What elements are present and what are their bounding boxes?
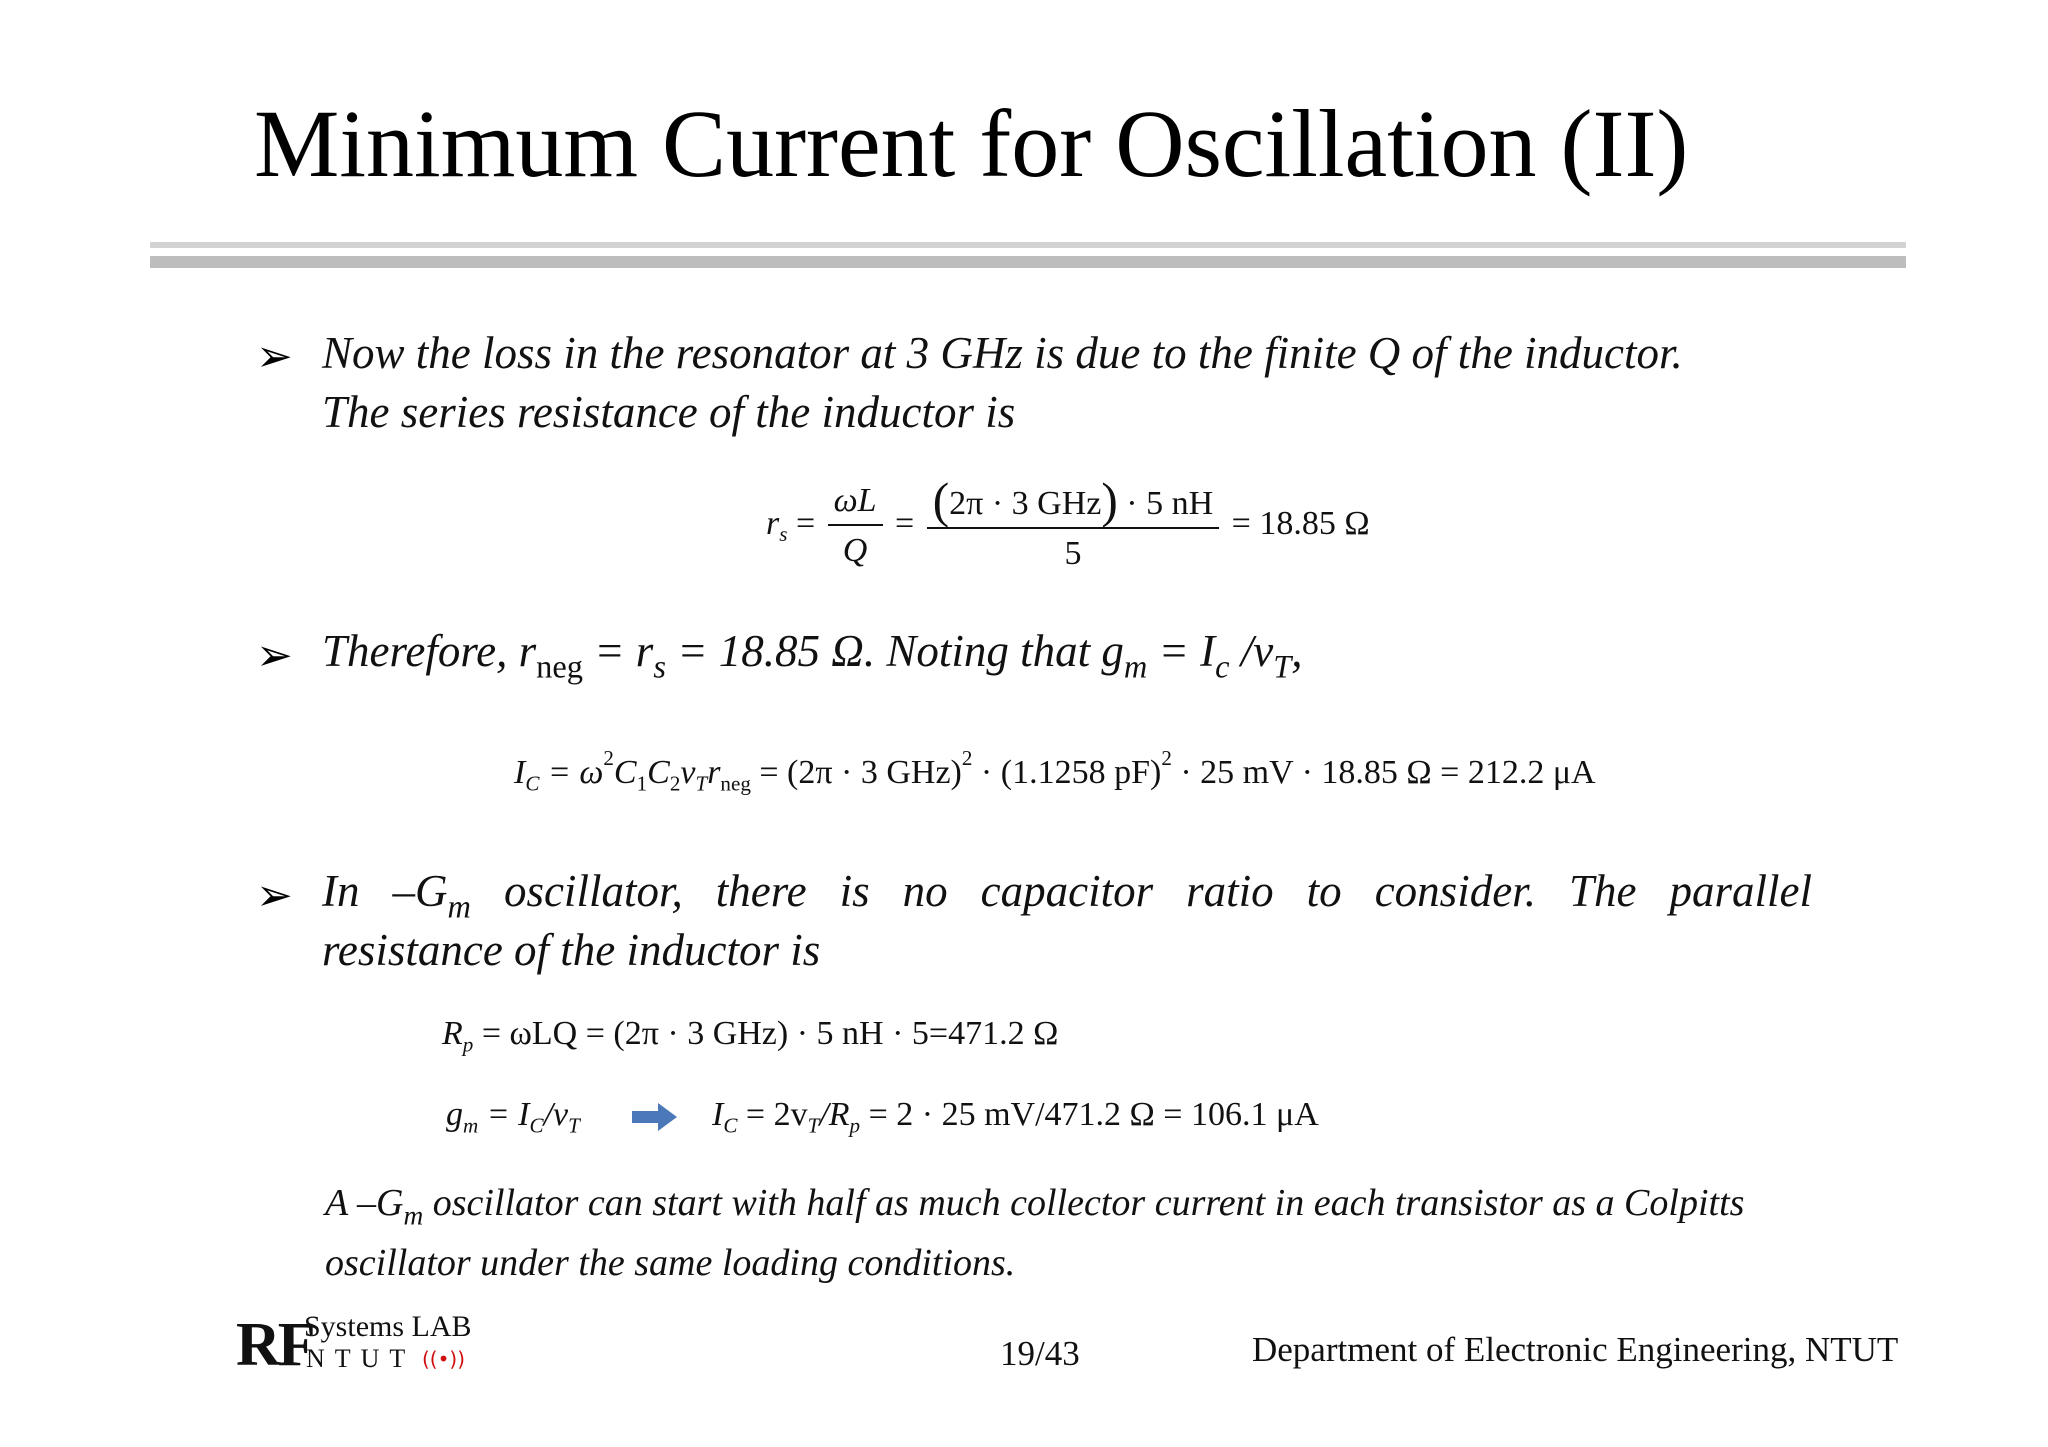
eq2-omega: = ω [547, 753, 604, 791]
eq1-frac2-den: 5 [1064, 535, 1082, 573]
bullet-3-part-1: In –G [322, 866, 448, 916]
page-number: 19/43 [1000, 1334, 1080, 1373]
eq4-2vt: = 2v [745, 1096, 808, 1133]
eq1-paren-close: ) [1101, 473, 1118, 528]
eq4-2vt-sub: T [807, 1113, 820, 1138]
note-part-1: A –G [325, 1182, 404, 1224]
eq2-term-2-sup: 2 [1161, 746, 1172, 770]
eq2-c2: C [647, 753, 670, 791]
eq4-gm-sub: m [463, 1113, 479, 1138]
eq2-term-2: · (1.1258 pF) [980, 753, 1162, 791]
bullet-arrow-2: ➢ [256, 630, 293, 681]
eq1-frac2-num-core: 2π · 3 GHz [949, 485, 1102, 523]
bullet-1-line-1: Now the loss in the resonator at 3 GHz is due to the finite Q of the inductor. [322, 328, 1683, 378]
bullet-3-sub: m [447, 889, 471, 926]
logo-rf: RF [236, 1311, 313, 1379]
eq2-c1-sub: 1 [636, 771, 648, 796]
bullet-2-sub-1: neg [536, 649, 583, 686]
bullet-3-line-2: resistance of the inductor is [322, 925, 821, 975]
title-divider-thin [150, 242, 1906, 248]
eq4-ic-sub: C [529, 1113, 544, 1138]
eq1-lhs: r [766, 504, 780, 542]
conclusion-note [325, 1180, 1810, 1287]
eq3-lhs: R [442, 1015, 463, 1052]
logo-systems-lab: Systems LAB [304, 1310, 472, 1343]
eq2-vt: v [680, 753, 696, 791]
eq2-lhs: I [514, 753, 526, 791]
eq2-r-sub: neg [720, 771, 751, 796]
eq4-rp-sub: p [849, 1113, 861, 1138]
eq2-r: r [707, 753, 721, 791]
bullet-2-sub-2: s [653, 649, 666, 686]
eq1-fraction-2 [927, 473, 1219, 573]
eq1-frac1-num: ωL [828, 484, 883, 526]
eq1-lhs-sub: s [779, 522, 788, 547]
signal-wave-icon: ((•)) [422, 1347, 466, 1371]
eq4-vt-sub: T [568, 1113, 580, 1138]
eq1-frac2-num [927, 473, 1219, 529]
implies-arrow-icon [632, 1102, 678, 1132]
eq4-ic2-sub: C [723, 1113, 738, 1138]
bullet-2-sub-5: T [1273, 649, 1292, 686]
eq1-frac2-num-tail: · 5 nH [1126, 485, 1214, 523]
bullet-1-line-2: The series resistance of the inductor is [322, 387, 1016, 437]
eq4-ic-eq: = I [486, 1096, 530, 1133]
bullet-arrow-1: ➢ [256, 331, 293, 382]
bullet-2-sub-3: m [1123, 649, 1148, 686]
note-part-2: oscillator can start with half as much collector current in each transistor as a Colpitts oscillator under the same loading conditions. [325, 1182, 1745, 1284]
eq2-lhs-sub: C [525, 771, 540, 796]
eq2-vt-sub: T [695, 771, 708, 796]
eq4-result: = 2 · 25 mV/471.2 Ω = 106.1 μA [868, 1096, 1319, 1133]
logo-ntut: NTUT [306, 1344, 416, 1373]
eq2-omega-sup: 2 [603, 746, 614, 770]
eq2-term-1-sup: 2 [961, 746, 973, 770]
eq3-rest: = ωLQ = (2π · 3 GHz) · 5 nH · 5=471.2 Ω [481, 1015, 1059, 1052]
eq2-term-1: = (2π · 3 GHz) [759, 753, 962, 791]
bullet-2-part-5: /v [1229, 626, 1274, 676]
eq3-lhs-sub: p [462, 1032, 474, 1057]
eq4-rp: /R [819, 1096, 850, 1133]
equation-collector-current [514, 748, 1596, 794]
equation-gm [446, 1098, 580, 1136]
note-sub: m [403, 1200, 424, 1231]
eq1-frac1-den: Q [842, 532, 868, 570]
eq1-result: = 18.85 Ω [1231, 504, 1370, 542]
bullet-arrow-3: ➢ [256, 870, 293, 921]
eq4-gm: g [446, 1096, 463, 1133]
bullet-2-part-4: = I [1147, 626, 1216, 676]
bullet-2-part-2: = r [582, 626, 654, 676]
eq1-paren-open: ( [932, 473, 950, 528]
eq4-ic2: I [712, 1096, 724, 1133]
eq2-rest: · 25 mV · 18.85 Ω = 212.2 μA [1180, 753, 1596, 791]
title-divider-thick [150, 256, 1906, 268]
slide-title: Minimum Current for Oscillation (II) [254, 90, 1689, 197]
bullet-2-line-1 [322, 622, 1303, 697]
bullet-2-part-1: Therefore, r [322, 626, 537, 676]
bullet-2-sub-4: c [1215, 649, 1230, 686]
eq1-fraction-1 [828, 484, 883, 568]
bullet-2-part-6: , [1291, 626, 1303, 676]
equation-series-resistance: $r_s$ = $\frac{\omega L}{Q}$ = $\frac{\text{(2π · 3 GHz) · 5 nH}}{5}$ = 18.85 Ω [766, 473, 1370, 573]
bullet-3-part-2: oscillator, there is no capacitor ratio to consider. The parallel [470, 866, 1812, 916]
equation-min-current [712, 1098, 1319, 1136]
bullet-2-part-3: = 18.85 Ω. Noting that g [665, 626, 1124, 676]
eq2-c2-sub: 2 [669, 771, 681, 796]
eq4-vt: /v [543, 1096, 569, 1133]
department-label: Department of Electronic Engineering, NTUT [1252, 1330, 1899, 1369]
equation-parallel-resistance [442, 1017, 1058, 1055]
eq2-c1: C [613, 753, 637, 791]
